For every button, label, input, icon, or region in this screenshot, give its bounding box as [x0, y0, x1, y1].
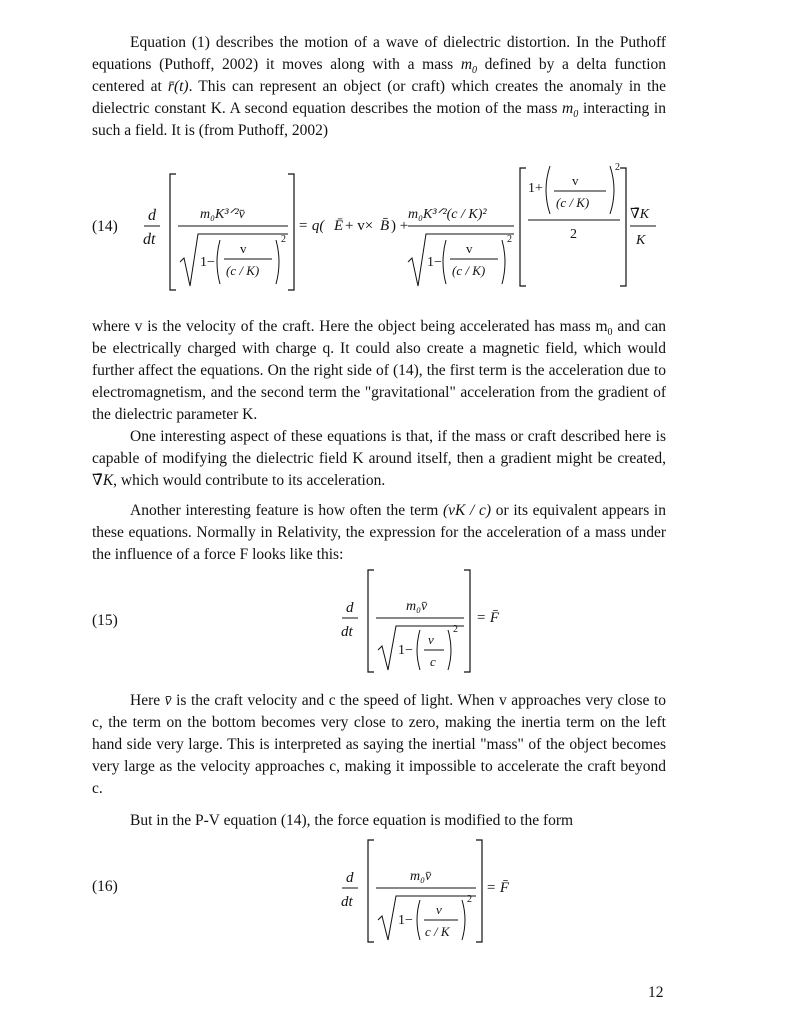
- eq14-v-1: v: [240, 241, 247, 256]
- eq14-eq-q: = q(: [298, 218, 325, 234]
- eq16-dt: dt: [341, 894, 353, 910]
- equation-number-14: (14): [92, 218, 118, 235]
- text-run: and can be electrically charged with charge q. It could also create a magnetic field, which would further affect the equations. On the right side of (14), the first term is the acceleration due to electromagnetism, and the second term the "gravitational" acceleration from the gradient of the dielectric parameter K.: [92, 318, 666, 423]
- eq15-numerator: m₀v̄: [406, 599, 428, 614]
- eq14-numerator-2: m₀K³ᐟ²(c / K)²: [408, 207, 487, 222]
- eq14-square-1: 2: [281, 234, 286, 245]
- equation-number-16: (16): [92, 878, 118, 895]
- paragraph-intro: [92, 32, 666, 142]
- inline-math-m0: m: [562, 100, 574, 117]
- text-run: is the craft velocity and c the speed of light. When v approaches very close to c, the term on the bottom becomes very close to zero, making the inertia term on the left hand side very large. This is interpreted as saying the inertial "mass" of the object becomes very large as the velocity approaches c, making it impossible to accelerate the craft beyond c.: [92, 692, 666, 797]
- eq15-rhs: = F̄: [476, 610, 500, 626]
- eq15-dt: dt: [341, 624, 353, 640]
- eq14-one-minus-1: 1−: [200, 255, 215, 270]
- text-run: Here: [130, 692, 165, 709]
- eq15-one-minus: 1−: [398, 643, 413, 658]
- text-run: One interesting aspect of these equations is that, if the mass or craft described here is capable of modifying the dielectric field K around itself, then a gradient might be created,: [92, 428, 666, 467]
- eq14-numerator-1: m₀K³ᐟ²v̄: [200, 207, 245, 222]
- page-number: 12: [648, 984, 664, 1001]
- paragraph-pv-equation: [92, 810, 666, 832]
- eq14-square-3: 2: [615, 162, 620, 173]
- eq14-one-plus: 1+: [528, 181, 543, 196]
- text-run: defined by a delta function centered at: [92, 56, 666, 95]
- eq14-cK-2: (c / K): [452, 263, 486, 278]
- text-run: interacting in such a field. It is (from Puthoff, 2002): [92, 100, 666, 139]
- eq16-v: v: [436, 902, 442, 917]
- eq16-one-minus: 1−: [398, 913, 413, 928]
- inline-math-subscript: 0: [607, 327, 613, 339]
- inline-math-m0: m: [460, 56, 473, 73]
- paragraph-interesting-feature: [92, 500, 666, 566]
- inline-math-subscript: 0: [472, 65, 478, 77]
- text-run: , which would contribute to its acceleration.: [113, 472, 386, 489]
- eq14-one-minus-2: 1−: [427, 255, 442, 270]
- inline-math-gradK: ∇̄K: [92, 472, 114, 489]
- inline-math-vK-over-c: (vK / c): [442, 502, 492, 519]
- text-run: Equation (1) describes the motion of a wave of dielectric distortion. In the Puthoff equations (Puthoff, 2002) it moves along with a mass: [92, 34, 666, 73]
- inline-math-subscript: 0: [573, 109, 579, 121]
- eq14-cK-1: (c / K): [226, 263, 260, 278]
- equation-15: [340, 566, 520, 676]
- text-run: where v is the velocity of the craft. Here the object being accelerated has mass m: [92, 318, 608, 335]
- text-run: . This can represent an object (or craft) which creates the anomaly in the dielectric constant K. A second equation describes the motion of the mass: [92, 78, 666, 117]
- text-run: Another interesting feature is how often the term: [130, 502, 443, 519]
- eq16-numerator: m₀v̄: [410, 869, 432, 884]
- eq14-close-plus: ) +: [391, 218, 409, 234]
- eq16-d: d: [346, 870, 354, 886]
- eq14-square-2: 2: [507, 234, 512, 245]
- equation-number-15: (15): [92, 612, 118, 629]
- eq16-square: 2: [467, 894, 472, 905]
- equation-16: [340, 836, 530, 948]
- eq14-E-vector: Ē: [334, 218, 344, 234]
- eq14-gradK: ∇̄K: [630, 207, 650, 222]
- eq14-v-3: v: [572, 173, 579, 188]
- equation-14: [140, 162, 660, 297]
- eq16-rhs: = F̄: [486, 880, 510, 896]
- eq14-two: 2: [570, 227, 577, 242]
- eq14-B-vector: B̄: [380, 218, 390, 234]
- eq15-c: c: [430, 654, 436, 669]
- text-run: or its equivalent appears in these equations. Normally in Relativity, the expression for the acceleration of a mass under the influence of a force F looks like this:: [92, 502, 666, 563]
- eq15-d: d: [346, 600, 354, 616]
- eq15-square: 2: [453, 624, 458, 635]
- eq14-v-2: v: [466, 241, 473, 256]
- eq14-cK-3: (c / K): [556, 195, 590, 210]
- eq14-dt: dt: [143, 231, 156, 248]
- eq16-cK: c / K: [425, 924, 450, 939]
- paragraph-velocity: [92, 316, 666, 426]
- eq14-plus-v-cross: + v×: [345, 218, 374, 234]
- inline-math-v-vector: v̄: [164, 692, 172, 709]
- inline-math-r-of-t: r̄(t): [167, 78, 189, 95]
- eq15-v: v: [428, 632, 434, 647]
- eq14-d: d: [148, 207, 156, 224]
- text-run: But in the P-V equation (14), the force equation is modified to the form: [130, 812, 574, 829]
- paragraph-gradient: [92, 426, 666, 492]
- paragraph-relativity: [92, 690, 666, 800]
- eq14-K: K: [636, 233, 646, 248]
